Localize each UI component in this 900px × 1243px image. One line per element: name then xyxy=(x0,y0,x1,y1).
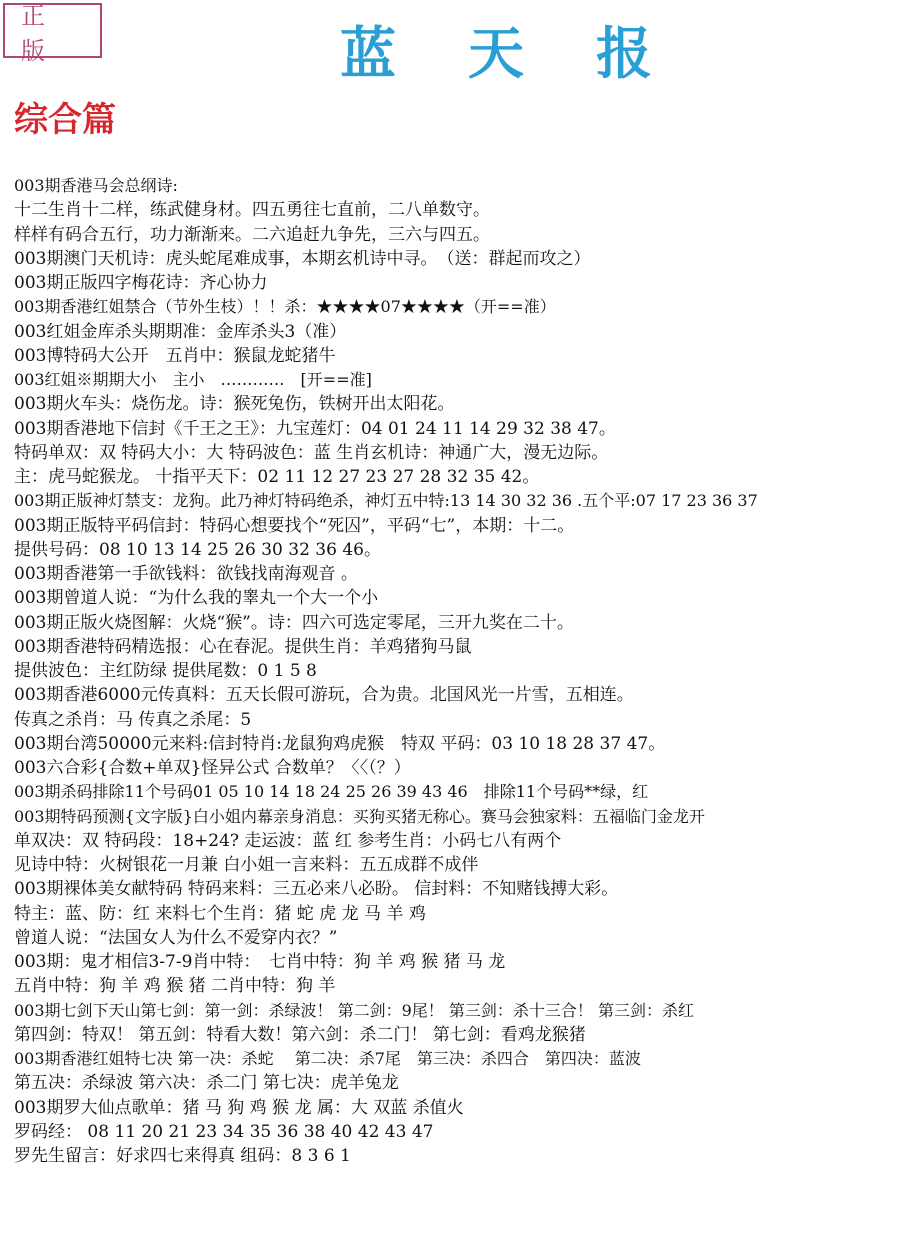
text-line: 003期：鬼才相信3-7-9肖中特： 七肖中特：狗 羊 鸡 猴 猪 马 龙 xyxy=(14,952,506,972)
text-line: 传真之杀肖：马 传真之杀尾：5 xyxy=(14,709,252,730)
text-line: 罗先生留言：好求四七来得真 组码：8 3 6 1 xyxy=(14,1146,351,1166)
text-line: 五肖中特：狗 羊 鸡 猴 猪 二肖中特：狗 羊 xyxy=(14,976,336,997)
text-line: 003期杀码排除11个号码01 05 10 14 18 24 25 26 39 43 46 排除11个号码**绿，红 xyxy=(14,782,649,802)
text-line: 十二生肖十二样，练武健身材。四五勇往七直前，二八单数守。 xyxy=(14,200,490,221)
text-line: 003期正版四字梅花诗：齐心协力 xyxy=(14,273,268,293)
text-line: 003期澳门天机诗：虎头蛇尾难成事，本期玄机诗中寻。 （送：群起而攻之） xyxy=(14,248,591,269)
text-line: 003期香港第一手欲钱料：欲钱找南海观音 。 xyxy=(14,564,358,584)
text-line: 003六合彩{合数+单双}怪异公式 合数单？〈〈（？） xyxy=(14,758,411,778)
text-line: 003红姐金库杀头期期准：金库杀头3（准） xyxy=(14,321,347,342)
text-line: 样样有码合五行，功力渐渐来。二六追赶九争先，三六与四五。 xyxy=(14,224,490,245)
text-line: 003期特码预测{文字版}白小姐内幕亲身消息：买狗买猪无称心。赛马会独家料：五福临门金龙开 xyxy=(14,806,705,826)
text-line: 003红姐※期期大小 主小 ………… [开==准] xyxy=(14,370,372,389)
text-line: 罗码经： 08 11 20 21 23 34 35 36 38 40 42 43 47 xyxy=(14,1121,434,1142)
section-heading: 综合篇 xyxy=(14,100,116,140)
content-lines xyxy=(14,174,894,1168)
text-line: 003期七剑下天山第七剑：第一剑：杀绿波！ 第二剑：9尾！ 第三剑：杀十三合！ 第三剑：杀红 xyxy=(14,1000,694,1020)
text-line: 见诗中特：火树银花一月兼 白小姐一言来料：五五成群不成伴 xyxy=(14,855,479,875)
text-line: 003期香港特码精选报：心在春泥。提供生肖：羊鸡猪狗马鼠 xyxy=(14,636,472,657)
text-line: 003期香港地下信封《千王之王》：九宝莲灯：04 01 24 11 14 29 32 38 47。 xyxy=(14,418,616,439)
text-line: 003期正版特平码信封：特码心想要找个“死囚”，平码“七”，本期：十二。 xyxy=(14,515,575,536)
text-line: 提供波色：主红防绿 提供尾数：0 1 5 8 xyxy=(14,661,317,681)
text-line: 第四剑：特双！ 第五剑：特看大数！第六剑：杀二门！ 第七剑：看鸡龙猴猪 xyxy=(14,1024,586,1045)
text-line: 第五决：杀绿波 第六决：杀二门 第七决：虎羊兔龙 xyxy=(14,1073,399,1094)
text-line: 003期曾道人说：“为什么我的睾丸一个大一个小 xyxy=(14,588,379,609)
text-line: 特主：蓝、防：红 来料七个生肖：猪 蛇 虎 龙 马 羊 鸡 xyxy=(14,903,426,924)
text-line: 主：虎马蛇猴龙。 十指平天下：02 11 12 27 23 27 28 32 35 42。 xyxy=(14,467,540,487)
text-line: 003期正版火烧图解：火烧“猴”。诗：四六可选定零尾，三开九奖在二十。 xyxy=(14,612,574,633)
text-line: 003期香港红姐禁合（节外生枝）！！杀：★★★★07★★★★（开==准） xyxy=(14,297,556,317)
text-line: 提供号码：08 10 13 14 25 26 30 32 36 46。 xyxy=(14,539,381,560)
text-line: 003博特码大公开 五肖中：猴鼠龙蛇猪牛 xyxy=(14,345,336,366)
text-line: 003期香港红姐特七决 第一决：杀蛇 第二决：杀7尾 第三决：杀四合 第四决：蓝波 xyxy=(14,1049,641,1068)
text-line: 特码单双：双 特码大小：大 特码波色：蓝 生肖玄机诗：神通广大，漫无边际。 xyxy=(14,442,609,463)
text-line: 003期火车头：烧伤龙。诗：猴死兔伤，铁树开出太阳花。 xyxy=(14,394,455,415)
text-line: 003期罗大仙点歌单：猪 马 狗 鸡 猴 龙 属：大 双蓝 杀值火 xyxy=(14,1097,464,1118)
text-line: 003期香港马会总纲诗: xyxy=(14,176,178,195)
text-line: 003期正版神灯禁支：龙狗。此乃神灯特码绝杀，神灯五中特:13 14 30 32 36 .五个平:07 17 23 36 37 xyxy=(14,491,758,511)
text-line: 003期裸体美女献特码 特码来料：三五必来八必盼。 信封料：不知赌钱搏大彩。 xyxy=(14,879,619,900)
text-line: 003期台湾50000元来料:信封特肖:龙鼠狗鸡虎猴 特双 平码：03 10 18 28 37 47。 xyxy=(14,733,666,754)
page-title: 蓝天报 xyxy=(340,21,724,87)
text-line: 单双决：双 特码段：18+24? 走运波：蓝 红 参考生肖：小码七八有两个 xyxy=(14,830,562,851)
text-line: 003期香港6000元传真料：五天长假可游玩，合为贵。北国风光一片雪，五相连。 xyxy=(14,685,634,706)
text-line: 曾道人说：“法国女人为什么不爱穿内衣？” xyxy=(14,927,338,948)
edition-badge: 正 版 xyxy=(3,3,102,58)
